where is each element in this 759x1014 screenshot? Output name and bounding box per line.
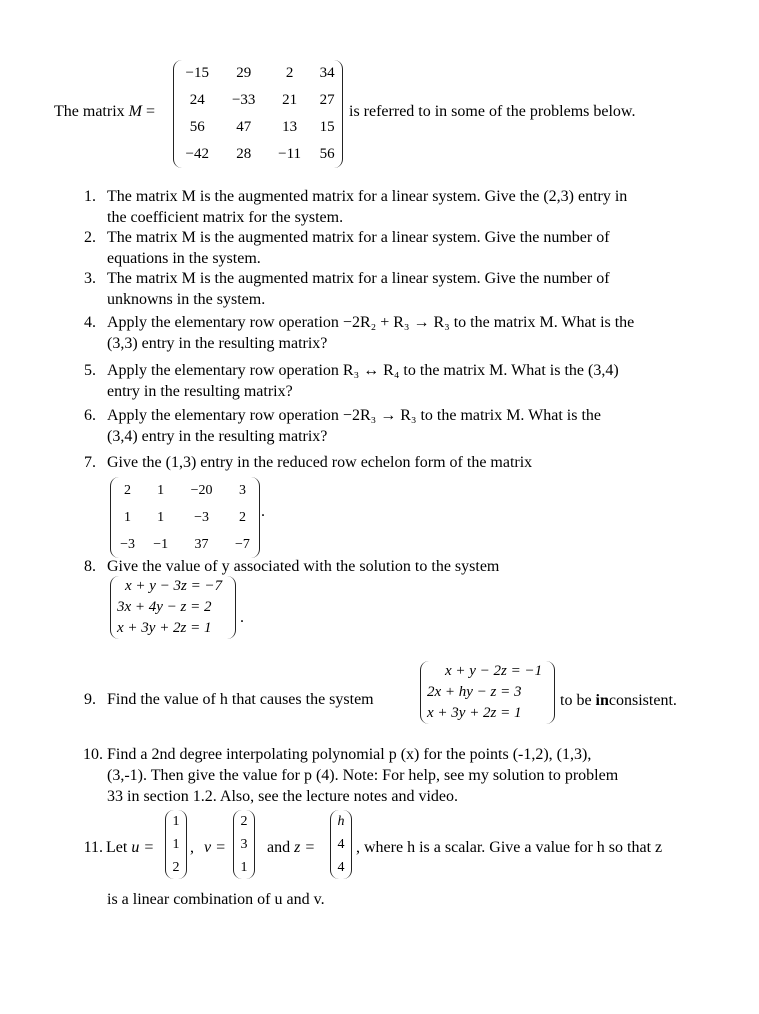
problem-line: equations in the system. <box>107 250 261 267</box>
matrix-cell: 13 <box>282 119 298 135</box>
problem-number-9: 9. <box>84 691 96 708</box>
problem-line: 33 in section 1.2. Also, see the lecture notes and video. <box>107 788 459 805</box>
p9-eq-2: 2x + hy − z = 3 <box>427 684 522 700</box>
problem-line: The matrix M is the augmented matrix for a linear system. Give the number of <box>107 270 610 287</box>
problem-line: The matrix M is the augmented matrix for a linear system. Give the number of <box>107 229 610 246</box>
problem-text-5 <box>107 361 707 403</box>
matrix-cell: 2 <box>172 860 180 875</box>
vector-u <box>165 810 187 879</box>
problem-line: Find a 2nd degree interpolating polynomial p (x) for the points (-1,2), (1,3), <box>107 746 592 763</box>
matrix-cell: 34 <box>319 65 335 81</box>
p11-tail: , where h is a scalar. Give a value for h so that z <box>356 839 663 856</box>
problem-text-4 <box>107 313 707 355</box>
p11-and: and z = <box>267 839 316 856</box>
matrix-cell: 2 <box>240 814 248 829</box>
matrix-cell: −3 <box>194 510 209 525</box>
problem-text-1 <box>107 187 707 229</box>
problem-number-4: 4. <box>84 314 96 331</box>
matrix-cell: −1 <box>153 537 169 552</box>
matrix-cell: −11 <box>278 146 302 162</box>
problem-line: The matrix M is the augmented matrix for a linear system. Give the (2,3) entry in <box>107 188 628 205</box>
matrix-cell: 2 <box>124 483 132 498</box>
matrix-cell: 1 <box>172 814 180 829</box>
vector-v <box>233 810 255 879</box>
problem-number-8: 8. <box>84 558 96 575</box>
p8-system <box>110 576 236 639</box>
problem-text-10 <box>107 745 707 808</box>
matrix-cell: 2 <box>285 65 294 81</box>
problem-line: (3,4) entry in the resulting matrix? <box>107 428 328 445</box>
matrix-cell: 24 <box>189 92 205 108</box>
intro-suffix: is referred to in some of the problems below. <box>349 103 636 120</box>
problem-text-11 <box>107 890 707 911</box>
matrix-cell: −3 <box>120 537 135 552</box>
p8-eq-3: x + 3y + 2z = 1 <box>117 620 212 636</box>
p11-let: Let u = <box>106 839 155 856</box>
problem-line: Give the (1,3) entry in the reduced row echelon form of the matrix <box>107 454 533 471</box>
matrix-cell: 3 <box>238 483 246 498</box>
problem-line: Apply the elementary row operation −2R₂ + R₃ → R₃ to the matrix M. What is the <box>107 314 635 331</box>
problem-text-3 <box>107 269 707 311</box>
intro-prefix: The matrix M = <box>54 103 155 120</box>
matrix-cell: 4 <box>337 837 345 852</box>
problem-number-3: 3. <box>84 270 96 287</box>
matrix-cell: 1 <box>240 860 248 875</box>
problem-number-11: 11. <box>83 839 103 856</box>
matrix-cell: 27 <box>319 92 335 108</box>
problem-line: Apply the elementary row operation R₃ ↔ R₄ to the matrix M. What is the (3,4) <box>107 362 619 379</box>
matrix-cell: 15 <box>319 119 335 135</box>
matrix-cell: 2 <box>238 510 246 525</box>
matrix-cell: 56 <box>189 119 205 135</box>
matrix-cell: −42 <box>185 146 209 162</box>
p7-matrix <box>110 477 260 558</box>
problem-line: Give the value of y associated with the solution to the system <box>107 558 500 575</box>
matrix-cell: 28 <box>236 146 252 162</box>
p9-system <box>420 661 555 724</box>
matrix-m <box>173 60 343 168</box>
matrix-cell: 1 <box>172 837 180 852</box>
problem-number-5: 5. <box>84 362 96 379</box>
matrix-cell: −20 <box>190 483 213 498</box>
problem-number-10: 10. <box>83 746 103 763</box>
p9-eq-3: x + 3y + 2z = 1 <box>427 705 522 721</box>
matrix-cell: 47 <box>236 119 252 135</box>
problem-number-2: 2. <box>84 229 96 246</box>
problem-line: Find the value of h that causes the system <box>107 691 374 708</box>
problem-text-6 <box>107 406 707 448</box>
matrix-cell: −33 <box>231 92 256 108</box>
p11-v-label: v = <box>204 839 226 856</box>
matrix-cell: 37 <box>194 537 209 552</box>
matrix-cell: 1 <box>124 510 132 525</box>
problem-line: Apply the elementary row operation −2R₃ → R₃ to the matrix M. What is the <box>107 407 602 424</box>
problem-line: the coefficient matrix for the system. <box>107 209 344 226</box>
matrix-cell: 4 <box>337 860 345 875</box>
p11-comma: , <box>190 839 194 856</box>
problem-number-7: 7. <box>84 454 96 471</box>
problem-text-7 <box>107 453 707 474</box>
matrix-cell: 56 <box>319 146 335 162</box>
matrix-cell: 21 <box>282 92 298 108</box>
problem-line: (3,3) entry in the resulting matrix? <box>107 335 328 352</box>
problem-text-8 <box>107 557 707 578</box>
matrix-cell: 1 <box>157 510 165 525</box>
matrix-cell: −7 <box>234 537 250 552</box>
p8-end: . <box>240 609 244 626</box>
problem-line: (3,-1). Then give the value for p (4). Note: For help, see my solution to problem <box>107 767 619 784</box>
problem-line: entry in the resulting matrix? <box>107 383 293 400</box>
problem-number-6: 6. <box>84 407 96 424</box>
problem-text-2 <box>107 228 707 270</box>
problem-number-1: 1. <box>84 188 96 205</box>
p8-eq-1: x + y − 3z = −7 <box>125 578 223 594</box>
matrix-cell: 3 <box>240 837 248 852</box>
p7-end: . <box>261 503 265 520</box>
p9-tail: to be inconsistent. <box>560 692 677 709</box>
problem-line: unknowns in the system. <box>107 291 266 308</box>
vector-z <box>330 810 352 879</box>
matrix-cell: 1 <box>157 483 165 498</box>
p9-eq-1: x + y − 2z = −1 <box>445 663 543 679</box>
matrix-cell: h <box>337 814 345 829</box>
matrix-cell: −15 <box>185 65 209 81</box>
matrix-cell: 29 <box>236 65 252 81</box>
p8-eq-2: 3x + 4y − z = 2 <box>117 599 212 615</box>
problem-line: is a linear combination of u and v. <box>107 891 325 908</box>
